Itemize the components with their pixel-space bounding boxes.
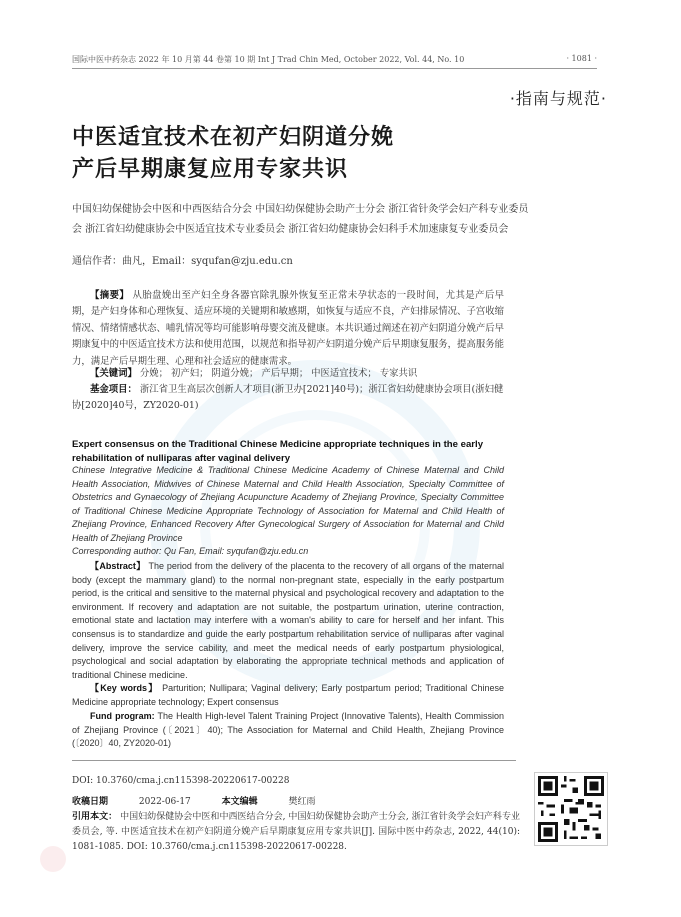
cn-fund xyxy=(72,382,504,415)
english-fund-label: Fund program: xyxy=(90,711,155,721)
article-title-line-1: 中医适宜技术在初产妇阴道分娩 xyxy=(72,125,395,150)
cn-fund-label: 基金项目： xyxy=(90,384,137,395)
footer-divider xyxy=(72,760,516,761)
cn-keywords-label: 【关键词】 xyxy=(90,368,137,379)
english-keywords-text: Parturition; Nullipara; Vaginal delivery; Early postpartum period; Traditional Chinese Medicine appropriate technology; Expert consensus xyxy=(72,683,504,707)
column-tag: ·指南与规范· xyxy=(509,89,607,108)
citation xyxy=(72,810,520,855)
english-abstract-text: The period from the delivery of the placenta to the recovery of all organs of the maternal body (except the mammary gland) to the normal non-pregnant state, especially in the early postpartum period, is the critical and sensitive to the maternal physical and psychological recovery and adaptation to the environment. If recovery and adaptation are not suitable, the postpartum urination, uterine contraction, emotional state and lactation may interfere with a woman's ability to care for herself and her infant. This consensus is to standardize and guide the early postpartum rehabilitation service of nulliparas after vaginal delivery, improve the service cability, and meet the medical needs of early postpartum physiological, psychological and social adaptation by elaborating the appropriate technical methods and application of traditional Chinese medicine. xyxy=(72,561,504,680)
english-title: Expert consensus on the Traditional Chinese Medicine appropriate techniques in the early rehabilitation of nulliparas after vaginal delivery xyxy=(72,439,484,464)
cn-abstract-text: 从胎盘娩出至产妇全身各器官除乳腺外恢复至正常未孕状态的一段时间，尤其是产后早期，是产妇身体和心理恢复、适应环境的关键期和敏感期，如恢复与适应不良，产妇排尿情况、子宫收缩情况、情绪情感状态、哺乳情况等均可能影响母婴交流及健康。本共识通过阐述在初产妇阴道分娩产后早期康复中的中医适宜技术方法和使用范围，以规范和指导初产妇阴道分娩产后早期康复服务，提高服务能力，满足产后早期生理、心理和社会适应的健康需求。 xyxy=(72,290,504,367)
page-number: · 1081 · xyxy=(566,54,597,63)
english-affiliations: Chinese Integrative Medicine & Traditional Chinese Medicine Academy of Chinese Maternal and Child Health Association, Midwives of Chinese Maternal and Child Health Association, Specialty Committee of Obstetrics and Gynaecology of Zhejiang Acupuncture Academy of Zhejiang Province, Specialty Committee of Traditional Chinese Medicine Appropriate Technology of Association for Maternal and Child Health of Zhejiang Province, Enhanced Recovery After Gynecological Surgery of Association for Maternal and Child Health of Zhejiang Province xyxy=(72,465,504,543)
journal-header: 国际中医中药杂志 2022 年 10 月第 44 卷第 10 期 Int J Trad Chin Med, October 2022, Vol. 44, No. 10 xyxy=(72,55,465,64)
cn-fund-text: 浙江省卫生高层次创新人才项目(浙卫办[2021]40号)；浙江省妇幼健康协会项目(浙妇健协[2020]40号，ZY2020-01) xyxy=(72,384,504,412)
english-fund-text: The Health High-level Talent Training Project (Innovative Talents), Health Commission of Zhejiang Province (〔2021〕40); The Association for Maternal and Child Health, Zhejiang Province (〔2020〕40, ZY2020-01) xyxy=(72,711,505,749)
publisher-logo-icon xyxy=(40,846,66,872)
citation-label: 引用本文： xyxy=(72,812,118,822)
english-keywords-label: 【Key words】 xyxy=(90,683,159,693)
cn-keywords xyxy=(72,366,504,382)
editor-name: 樊红雨 xyxy=(288,797,316,807)
received-date: 2022-06-17 xyxy=(138,797,191,807)
received-label: 收稿日期 xyxy=(72,797,109,807)
header-divider xyxy=(72,68,597,69)
cn-abstract-label: 【摘要】 xyxy=(90,290,130,301)
article-title-line-2: 产后早期康复应用专家共识 xyxy=(72,157,349,182)
article-title xyxy=(72,122,502,186)
dates-line xyxy=(72,794,344,807)
author-list: 中国妇幼保健协会中医和中西医结合分会 中国妇幼保健协会助产士分会 浙江省针灸学会妇产科专业委员会 浙江省妇幼健康协会中医适宜技术专业委员会 浙江省妇幼健康协会妇科手术加速康复专业委员会 xyxy=(72,204,529,235)
corresponding-author: 通信作者：曲凡，Email：syqufan@zju.edu.cn xyxy=(72,256,293,267)
english-corresponding-author: Corresponding author: Qu Fan, Email: syqufan@zju.edu.cn xyxy=(72,546,309,556)
english-fund xyxy=(72,710,504,751)
cn-abstract xyxy=(72,288,504,370)
editor-label: 本文编辑 xyxy=(221,797,258,807)
cn-keywords-text: 分娩； 初产妇； 阴道分娩； 产后早期； 中医适宜技术； 专家共识 xyxy=(139,368,418,379)
english-abstract xyxy=(72,560,504,682)
doi-line[interactable]: DOI: 10.3760/cma.j.cn115398-20220617-00228 xyxy=(72,776,290,786)
english-keywords xyxy=(72,682,504,709)
qr-code-icon[interactable] xyxy=(534,772,608,846)
english-abstract-label: 【Abstract】 xyxy=(90,561,146,571)
citation-text: 中国妇幼保健协会中医和中西医结合分会, 中国妇幼保健协会助产士分会, 浙江省针灸学会妇产科专业委员会, 等. 中医适宜技术在初产妇阴道分娩产后早期康复应用专家共识[J]. 国际中医中药杂志, 2022, 44(10): 1081-1085. DOI: 10.3760/cma.j.cn115398-20220617-00228. xyxy=(72,812,520,852)
